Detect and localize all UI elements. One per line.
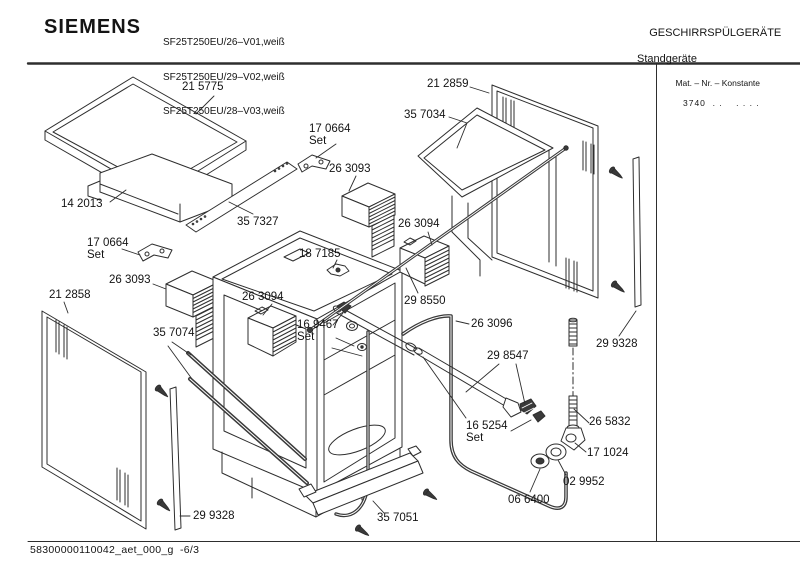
trim-strip-left: [170, 387, 181, 530]
part-label-17-0664-left: 17 0664 Set: [87, 237, 129, 261]
part-label-26-3094-left: 26 3094: [242, 291, 284, 303]
document-id: 58300000110042_aet_000_g: [30, 544, 174, 556]
part-label-18-7185: 18 7185: [299, 248, 341, 260]
brand-logo: SIEMENS: [44, 16, 142, 38]
category-subtitle: Standgeräte: [637, 53, 697, 65]
category-title: GESCHIRRSPÜLGERÄTE: [649, 27, 782, 39]
part-label-16-5254: 16 5254 Set: [466, 420, 508, 444]
part-label-29-9328-left: 29 9328: [193, 510, 235, 522]
part-label-16-9467: 16 9467 Set: [297, 319, 339, 343]
part-label-35-7034: 35 7034: [404, 109, 446, 121]
bracket-left: [138, 244, 172, 261]
part-label-26-3094-right: 26 3094: [398, 218, 440, 230]
part-label-26-5832: 26 5832: [589, 416, 631, 428]
bracket-top: [298, 155, 330, 172]
part-label-17-0664-top: 17 0664 Set: [309, 123, 351, 147]
connector-top: [342, 183, 395, 257]
part-label-26-3096: 26 3096: [471, 318, 513, 330]
spindle-assembly: [531, 318, 585, 468]
material-number-label: Mat. – Nr. – Konstante: [675, 78, 761, 88]
model-list: [163, 14, 285, 141]
model-line: SF25T250EU/28–V03,weiß: [163, 106, 285, 117]
part-label-17-1024: 17 1024: [587, 447, 629, 459]
part-label-26-3093-top: 26 3093: [329, 163, 371, 175]
part-label-14-2013: 14 2013: [61, 198, 103, 210]
material-number-value: 3740 . . . . . .: [683, 98, 760, 108]
part-label-35-7074: 35 7074: [153, 327, 195, 339]
side-panel: [42, 311, 146, 529]
model-line: SF25T250EU/26–V01,weiß: [163, 37, 285, 48]
part-label-21-5775: 21 5775: [182, 81, 224, 93]
material-number-box: [666, 68, 760, 128]
part-label-29-8547: 29 8547: [487, 350, 529, 362]
part-label-02-9952: 02 9952: [563, 476, 605, 488]
part-label-06-6400: 06 6400: [508, 494, 550, 506]
part-label-29-9328-right: 29 9328: [596, 338, 638, 350]
part-label-21-2859: 21 2859: [427, 78, 469, 90]
page-number: -6/3: [180, 544, 200, 556]
rear-panel: [492, 85, 598, 298]
part-label-21-2858: 21 2858: [49, 289, 91, 301]
part-label-35-7327: 35 7327: [237, 216, 279, 228]
trim-strip-right: [633, 157, 641, 307]
model-line: SF25T250EU/29–V02,weiß: [163, 71, 285, 83]
part-label-35-7051: 35 7051: [377, 512, 419, 524]
part-label-26-3093-left: 26 3093: [109, 274, 151, 286]
part-label-29-8550: 29 8550: [404, 295, 446, 307]
